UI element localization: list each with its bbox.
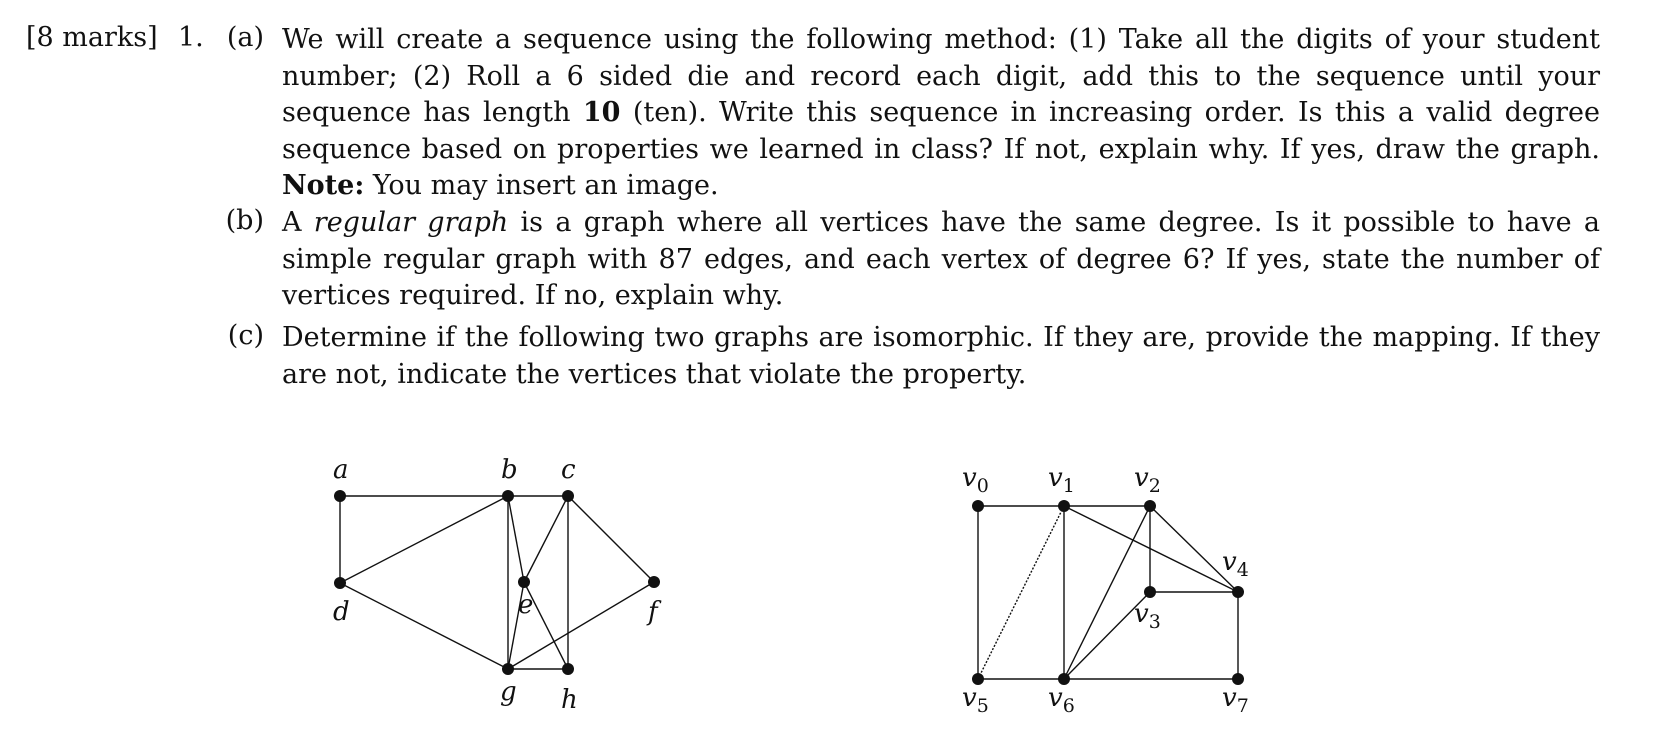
label-v0-prefix: v <box>962 463 977 493</box>
label-v7 <box>1222 683 1249 717</box>
label-a: a <box>333 455 349 485</box>
label-v5-sub: 5 <box>976 695 989 717</box>
part-c-label: (c) <box>227 320 264 351</box>
label-v5-prefix: v <box>962 683 977 713</box>
graphs-figure <box>0 420 1656 756</box>
vertex-v4 <box>1232 586 1244 598</box>
label-v1-prefix: v <box>1048 463 1063 493</box>
label-g: g <box>500 677 517 707</box>
label-b: b <box>501 455 518 485</box>
part-b <box>200 205 1600 315</box>
label-v2-sub: 2 <box>1148 475 1161 497</box>
edge-d-b <box>340 496 508 583</box>
edge-c-f <box>568 496 654 582</box>
marks-label: [8 marks] <box>26 22 158 53</box>
label-v4-sub: 4 <box>1236 559 1249 581</box>
label-v3-sub: 3 <box>1148 611 1161 633</box>
question-number: 1. <box>178 22 204 53</box>
vertex-a <box>334 490 346 502</box>
part-a-bold-1: 10 <box>582 97 621 128</box>
part-b-label: (b) <box>225 205 264 236</box>
vertex-c <box>562 490 574 502</box>
vertex-v0 <box>972 500 984 512</box>
edge-v5-v1 <box>978 506 1064 679</box>
vertex-f <box>648 576 660 588</box>
label-v2-prefix: v <box>1134 463 1149 493</box>
label-v2 <box>1134 463 1161 497</box>
graph-left-edges <box>340 496 654 669</box>
part-c-text <box>282 320 1600 393</box>
label-e: e <box>518 590 534 620</box>
label-v6-sub: 6 <box>1062 695 1075 717</box>
vertex-e <box>518 576 530 588</box>
label-v1 <box>1048 463 1075 497</box>
vertex-h <box>562 663 574 675</box>
part-a-text-2: (ten). Write this sequence in increasing order. Is this a valid degree sequence based on properties we learned in class? If not, explain why. If yes, draw the graph. <box>282 97 1601 165</box>
label-c: c <box>561 455 576 485</box>
label-v3-prefix: v <box>1134 599 1149 629</box>
label-v0 <box>962 463 989 497</box>
part-b-text-1: A <box>282 207 314 238</box>
part-b-text <box>282 205 1600 315</box>
part-c-text-1: Determine if the following two graphs are isomorphic. If they are, provide the mapping. If they are not, indicate the vertices that violate the property. <box>282 322 1600 390</box>
edge-c-e <box>524 496 568 582</box>
part-c <box>200 320 1600 393</box>
vertex-d <box>334 577 346 589</box>
part-a-bold-2: Note: <box>282 170 365 201</box>
label-v5 <box>962 683 989 717</box>
vertex-v3 <box>1144 586 1156 598</box>
edge-v2-v6 <box>1064 506 1150 679</box>
part-b-text-2: is a graph where all vertices have the same degree. Is it possible to have a simple regular graph with 87 edges, and each vertex of degree 6? If yes, state the number of vertices required. If no, explain why. <box>282 207 1600 311</box>
part-a-text-3: You may insert an image. <box>364 170 719 201</box>
label-v3 <box>1134 599 1161 633</box>
vertex-v1 <box>1058 500 1070 512</box>
part-a-text <box>282 22 1600 205</box>
label-v1-sub: 1 <box>1062 475 1075 497</box>
vertex-g <box>502 663 514 675</box>
graph-right-edges <box>978 506 1238 679</box>
part-a-text-1: We will create a sequence using the following method: (1) Take all the digits of your student number; (2) Roll a 6 sided die and record each digit, add this to the sequence until your sequence has length <box>282 24 1600 128</box>
edge-d-g <box>340 583 508 669</box>
edge-b-e <box>508 496 524 582</box>
part-b-italic-1: regular graph <box>313 207 509 238</box>
label-f: f <box>648 597 658 627</box>
label-h: h <box>561 685 578 715</box>
label-v7-sub: 7 <box>1236 695 1249 717</box>
graph-left-vertices <box>334 490 660 675</box>
part-a-label: (a) <box>226 22 264 53</box>
label-d: d <box>333 597 350 627</box>
edge-v1-v4 <box>1064 506 1238 592</box>
label-v0-sub: 0 <box>976 475 989 497</box>
label-v7-prefix: v <box>1222 683 1237 713</box>
vertex-v2 <box>1144 500 1156 512</box>
vertex-b <box>502 490 514 502</box>
label-v6 <box>1048 683 1075 717</box>
label-v4 <box>1222 547 1249 581</box>
part-a <box>200 22 1600 205</box>
label-v4-prefix: v <box>1222 547 1237 577</box>
label-v6-prefix: v <box>1048 683 1063 713</box>
